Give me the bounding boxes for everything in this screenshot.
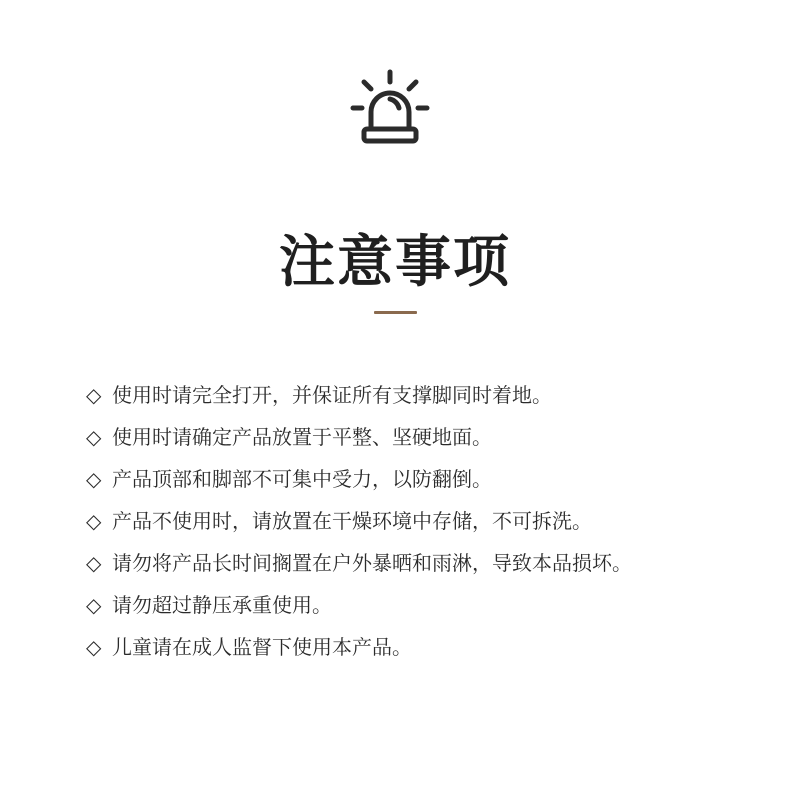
diamond-bullet-icon: ◇ xyxy=(86,467,102,491)
list-item xyxy=(86,626,776,668)
diamond-bullet-icon: ◇ xyxy=(86,425,102,449)
diamond-bullet-icon: ◇ xyxy=(86,593,102,617)
notes-list xyxy=(86,374,776,668)
note-text: 请勿超过静压承重使用。 xyxy=(112,593,332,617)
list-item xyxy=(86,458,776,500)
note-text: 儿童请在成人监督下使用本产品。 xyxy=(112,635,412,659)
note-text: 使用时请确定产品放置于平整、坚硬地面。 xyxy=(112,425,492,449)
list-item xyxy=(86,542,776,584)
list-item xyxy=(86,500,776,542)
alarm-siren-icon xyxy=(349,68,433,148)
note-text: 使用时请完全打开，并保证所有支撑脚同时着地。 xyxy=(112,383,552,407)
diamond-bullet-icon: ◇ xyxy=(86,509,102,533)
note-text: 产品顶部和脚部不可集中受力，以防翻倒。 xyxy=(112,467,492,491)
list-item xyxy=(86,584,776,626)
diamond-bullet-icon: ◇ xyxy=(86,551,102,575)
title-underline xyxy=(374,311,417,314)
note-text: 请勿将产品长时间搁置在户外暴晒和雨淋，导致本品损坏。 xyxy=(112,551,632,575)
page-title: 注意事项 xyxy=(279,230,511,295)
diamond-bullet-icon: ◇ xyxy=(86,635,102,659)
list-item xyxy=(86,374,776,416)
diamond-bullet-icon: ◇ xyxy=(86,383,102,407)
list-item xyxy=(86,416,776,458)
note-text: 产品不使用时，请放置在干燥环境中存储，不可拆洗。 xyxy=(112,509,592,533)
